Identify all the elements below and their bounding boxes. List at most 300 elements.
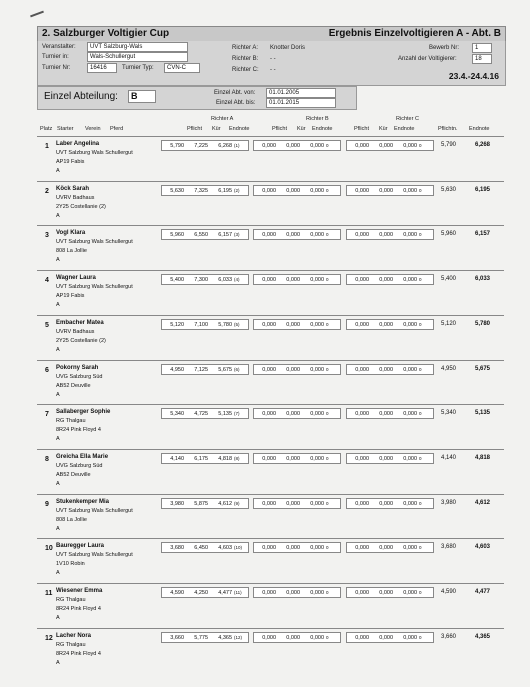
- judge-c-score-0: 0,000: [355, 232, 369, 239]
- table-row: [37, 449, 504, 494]
- row-name: Greicha Ella Marie: [56, 453, 109, 460]
- row-horse: AB52 Deuville: [56, 382, 91, 389]
- judge-c-score-0: 0,000: [355, 545, 369, 552]
- judge-b-score-0: 0,000: [262, 366, 276, 373]
- judge-b-score-1: 0,000: [286, 500, 300, 507]
- judge-b-score-1: 0,000: [286, 232, 300, 239]
- judge-c-score-box: [346, 274, 434, 285]
- judge-b-score-3: 0: [326, 277, 329, 283]
- row-endnote: 4,612: [475, 499, 491, 506]
- judge-c-score-3: 0: [419, 366, 422, 372]
- judge-a-score-2: 6,033: [218, 277, 232, 284]
- judge-c-score-0: 0,000: [355, 277, 369, 284]
- judge-c-score-1: 0,000: [379, 545, 393, 552]
- row-class: A: [56, 302, 60, 309]
- row-name: Bauregger Laura: [56, 543, 105, 550]
- judge-a-score-0: 4,590: [170, 590, 184, 596]
- richter-a-label: Richter A:: [232, 45, 259, 51]
- judge-a-score-3: (6): [234, 366, 240, 372]
- table-row: [37, 628, 504, 673]
- row-place: 1: [45, 143, 49, 150]
- judge-a-score-1: 7,300: [194, 277, 208, 284]
- judge-b-score-box: [253, 140, 341, 151]
- row-club: UVT Salzburg Wals Schullergut: [56, 150, 133, 156]
- row-pflichtn: 5,630: [441, 186, 457, 193]
- row-place: 4: [45, 277, 49, 285]
- einzel-value: B: [128, 90, 156, 103]
- turnier-nr-value: 16416: [87, 63, 117, 73]
- judge-c-score-2: 0,000: [403, 277, 417, 284]
- row-club: RG Thalgau: [56, 641, 86, 648]
- judge-a-score-box: [161, 408, 249, 419]
- judge-c-score-3: 0: [419, 500, 422, 506]
- judge-c-score-2: 0,000: [403, 143, 417, 149]
- turnier-in-label: Turnier in:: [42, 54, 69, 60]
- judge-a-score-box: [161, 185, 249, 196]
- judge-b-score-box: [253, 453, 341, 464]
- judge-b-score-0: 0,000: [262, 411, 276, 418]
- judge-c-score-box: [346, 498, 434, 509]
- judge-b-score-3: 0: [326, 321, 329, 327]
- judge-a-score-2: 6,268: [218, 143, 232, 149]
- judge-c-score-1: 0,000: [379, 590, 393, 596]
- judge-a-score-3: (9): [234, 500, 240, 506]
- event-dates: 23.4.-24.4.16: [448, 71, 499, 81]
- table-row: [37, 360, 504, 405]
- row-pflichtn: 5,120: [441, 320, 457, 327]
- judge-c-score-1: 0,000: [379, 277, 393, 284]
- judge-b-score-1: 0,000: [286, 634, 300, 641]
- judge-b-score-1: 0,000: [286, 321, 300, 328]
- row-horse: 808 La Jollie: [56, 248, 87, 255]
- judge-a-score-box: [161, 140, 249, 151]
- judge-c-score-3: 0: [419, 590, 422, 595]
- row-name: Wagner Laura: [56, 275, 96, 282]
- judge-a-score-3: (4): [234, 277, 240, 283]
- judge-c-score-0: 0,000: [355, 321, 369, 328]
- judge-b-score-0: 0,000: [262, 545, 276, 552]
- row-place: 8: [45, 455, 49, 463]
- row-club: RG Thalgau: [56, 418, 86, 425]
- judge-a-score-box: [161, 587, 249, 598]
- judge-a-score-1: 7,125: [194, 366, 208, 373]
- row-place: 5: [45, 321, 49, 329]
- judge-a-score-box: [161, 498, 249, 509]
- judge-a-score-2: 6,195: [218, 187, 232, 194]
- row-endnote: 4,365: [475, 633, 491, 640]
- row-place: 11: [45, 590, 53, 597]
- judge-c-score-3: 0: [419, 232, 422, 238]
- judge-c-score-box: [346, 319, 434, 330]
- row-club: UVT Salzburg Wals Schullergut: [56, 239, 133, 246]
- judge-a-score-3: (7): [234, 411, 240, 417]
- judge-b-score-box: [253, 587, 341, 598]
- row-class: A: [56, 212, 60, 219]
- turnier-nr-label: Turnier Nr:: [42, 65, 71, 71]
- judge-b-score-3: 0: [326, 455, 329, 461]
- col-pflicht-c: Pflicht: [354, 126, 369, 132]
- judge-b-score-2: 0,000: [310, 545, 324, 552]
- row-class: A: [56, 570, 60, 577]
- row-name: Vogl Klara: [56, 230, 86, 237]
- col-pferd: Pferd: [110, 126, 124, 132]
- judge-b-score-1: 0,000: [286, 455, 300, 462]
- row-class: A: [56, 168, 60, 174]
- judge-b-score-1: 0,000: [286, 411, 300, 418]
- judge-a-score-box: [161, 229, 249, 240]
- judge-b-score-3: 0: [326, 143, 329, 148]
- judge-a-score-0: 3,660: [170, 634, 184, 641]
- col-pflichtn: Pflichtn.: [438, 126, 458, 132]
- row-pflichtn: 5,960: [441, 231, 457, 238]
- col-richter-b: Richter B: [306, 116, 329, 122]
- row-endnote: 4,603: [475, 544, 491, 551]
- row-endnote: 5,675: [475, 365, 491, 372]
- meta-panel: [37, 41, 506, 86]
- abt-bis-label: Einzel Abt. bis:: [216, 100, 256, 106]
- judge-b-score-1: 0,000: [286, 366, 300, 373]
- table-row: [37, 181, 504, 226]
- row-horse: 2Y25 Costellanie (2): [56, 203, 106, 210]
- judge-c-score-box: [346, 632, 434, 643]
- judge-a-score-2: 6,157: [218, 232, 232, 239]
- judge-a-score-2: 4,365: [218, 634, 232, 641]
- judge-c-score-1: 0,000: [379, 500, 393, 507]
- title-bar: [37, 26, 506, 42]
- judge-b-score-box: [253, 274, 341, 285]
- row-club: UVRV Badhaus: [56, 328, 95, 335]
- judge-a-score-1: 6,550: [194, 232, 208, 239]
- row-horse: AB52 Deuville: [56, 471, 91, 478]
- veranstalter-value: UVT Salzburg-Wals: [87, 42, 188, 52]
- col-endnote-c: Endnote: [394, 126, 415, 132]
- judge-b-score-2: 0,000: [310, 634, 324, 641]
- row-class: A: [56, 391, 60, 398]
- row-name: Stukenkemper Mia: [56, 498, 110, 505]
- judge-c-score-2: 0,000: [403, 321, 417, 328]
- judge-a-score-box: [161, 364, 249, 375]
- row-name: Embacher Matea: [56, 319, 104, 326]
- table-row: [37, 583, 504, 628]
- judge-b-score-0: 0,000: [262, 143, 276, 149]
- judge-c-score-box: [346, 185, 434, 196]
- row-endnote: 6,033: [475, 276, 491, 283]
- judge-a-score-1: 7,225: [194, 143, 208, 149]
- judge-b-score-3: 0: [326, 634, 329, 640]
- col-kuer-b: Kür: [297, 126, 306, 132]
- col-pflicht-a: Pflicht: [187, 126, 202, 132]
- judge-b-score-3: 0: [326, 545, 329, 551]
- turnier-in-value: Wals-Schullergut: [87, 52, 188, 62]
- judge-a-score-0: 3,980: [170, 500, 184, 507]
- row-class: A: [56, 615, 60, 621]
- row-place: 7: [45, 411, 49, 419]
- row-endnote: 6,195: [475, 186, 491, 193]
- judge-a-score-0: 4,140: [170, 455, 184, 462]
- judge-a-score-3: (8): [234, 455, 240, 461]
- judge-b-score-box: [253, 542, 341, 553]
- col-endnote-total: Endnote: [469, 126, 490, 132]
- judge-b-score-0: 0,000: [262, 634, 276, 641]
- judge-a-score-3: (5): [234, 321, 240, 327]
- veranstalter-label: Veranstalter:: [42, 44, 76, 50]
- judge-b-score-2: 0,000: [310, 411, 324, 418]
- judge-a-score-1: 5,875: [194, 500, 208, 507]
- judge-c-score-1: 0,000: [379, 366, 393, 373]
- table-row: [37, 404, 504, 449]
- judge-c-score-0: 0,000: [355, 187, 369, 194]
- row-club: RG Thalgau: [56, 597, 86, 603]
- turnier-typ-value: CVN-C: [164, 63, 200, 73]
- judge-c-score-2: 0,000: [403, 232, 417, 239]
- anzahl-value: 18: [472, 54, 492, 64]
- judge-a-score-3: (3): [234, 232, 240, 238]
- judge-c-score-0: 0,000: [355, 455, 369, 462]
- col-endnote-b: Endnote: [312, 126, 333, 132]
- row-pflichtn: 5,340: [441, 410, 457, 417]
- judge-a-score-0: 5,400: [170, 277, 184, 284]
- row-horse: 1V10 Robin: [56, 561, 85, 568]
- judge-b-score-3: 0: [326, 187, 329, 193]
- row-club: UVG Salzburg Süd: [56, 462, 103, 469]
- judge-b-score-1: 0,000: [286, 545, 300, 552]
- judge-b-score-2: 0,000: [310, 500, 324, 507]
- judge-a-score-3: (10): [234, 545, 243, 551]
- bewerb-nr-label: Bewerb Nr:: [429, 45, 460, 51]
- table-row: [37, 270, 504, 315]
- row-pflichtn: 4,590: [441, 589, 457, 595]
- judge-a-score-0: 5,790: [170, 143, 184, 149]
- row-class: A: [56, 525, 60, 532]
- col-kuer-c: Kür: [379, 126, 388, 132]
- col-platz: Platz: [40, 126, 53, 132]
- judge-c-score-3: 0: [419, 187, 422, 193]
- judge-b-score-2: 0,000: [310, 590, 324, 596]
- col-verein: Verein: [85, 126, 101, 132]
- row-place: 10: [45, 545, 53, 553]
- row-pflichtn: 3,680: [441, 544, 457, 551]
- row-pflichtn: 5,400: [441, 276, 457, 283]
- richter-b-value: - -: [270, 56, 276, 62]
- table-row: [37, 315, 504, 360]
- judge-c-score-box: [346, 229, 434, 240]
- row-horse: 8R24 Pink Floyd 4: [56, 650, 101, 657]
- judge-c-score-2: 0,000: [403, 187, 417, 194]
- row-pflichtn: 3,660: [441, 633, 457, 640]
- row-endnote: 5,135: [475, 410, 491, 417]
- judge-a-score-3: (1): [234, 143, 240, 148]
- judge-a-score-2: 5,780: [218, 321, 232, 328]
- judge-b-score-0: 0,000: [262, 277, 276, 284]
- judge-a-score-1: 6,175: [194, 455, 208, 462]
- row-endnote: 6,268: [475, 142, 491, 148]
- judge-a-score-2: 4,603: [218, 545, 232, 552]
- col-richter-a: Richter A: [211, 116, 234, 122]
- judge-c-score-3: 0: [419, 545, 422, 551]
- judge-b-score-2: 0,000: [310, 455, 324, 462]
- judge-c-score-3: 0: [419, 143, 422, 148]
- judge-a-score-2: 5,135: [218, 411, 232, 418]
- judge-c-score-1: 0,000: [379, 321, 393, 328]
- anzahl-label: Anzahl der Voltigierer:: [398, 56, 457, 62]
- row-class: A: [56, 480, 60, 487]
- judge-a-score-box: [161, 274, 249, 285]
- judge-a-score-box: [161, 453, 249, 464]
- row-endnote: 4,477: [475, 589, 491, 595]
- row-endnote: 6,157: [475, 231, 491, 238]
- judge-c-score-1: 0,000: [379, 411, 393, 418]
- judge-b-score-2: 0,000: [310, 143, 324, 149]
- judge-b-score-2: 0,000: [310, 366, 324, 373]
- judge-a-score-1: 4,250: [194, 590, 208, 596]
- judge-b-score-3: 0: [326, 411, 329, 417]
- judge-c-score-1: 0,000: [379, 455, 393, 462]
- judge-c-score-0: 0,000: [355, 411, 369, 418]
- row-place: 3: [45, 232, 49, 240]
- row-class: A: [56, 659, 60, 666]
- abt-von-label: Einzel Abt. von:: [214, 90, 256, 96]
- judge-b-score-box: [253, 408, 341, 419]
- judge-c-score-2: 0,000: [403, 500, 417, 507]
- row-horse: 8R24 Pink Floyd 4: [56, 606, 101, 612]
- judge-a-score-box: [161, 632, 249, 643]
- judge-c-score-2: 0,000: [403, 455, 417, 462]
- judge-c-score-3: 0: [419, 411, 422, 417]
- judge-a-score-0: 5,630: [170, 187, 184, 194]
- judge-c-score-3: 0: [419, 634, 422, 640]
- col-kuer-a: Kür: [212, 126, 221, 132]
- judge-a-score-1: 6,450: [194, 545, 208, 552]
- row-name: Köck Sarah: [56, 185, 90, 192]
- judge-c-score-3: 0: [419, 455, 422, 461]
- row-class: A: [56, 257, 60, 264]
- judge-a-score-1: 7,325: [194, 187, 208, 194]
- row-club: UVT Salzburg Wals Schullergut: [56, 284, 133, 291]
- row-place: 6: [45, 366, 49, 374]
- row-class: A: [56, 346, 60, 353]
- judge-b-score-3: 0: [326, 590, 329, 595]
- row-pflichtn: 4,140: [441, 454, 457, 461]
- judge-c-score-box: [346, 364, 434, 375]
- judge-c-score-1: 0,000: [379, 634, 393, 641]
- judge-b-score-1: 0,000: [286, 143, 300, 149]
- judge-a-score-2: 4,818: [218, 455, 232, 462]
- bewerb-nr-value: 1: [472, 43, 492, 53]
- judge-a-score-0: 5,120: [170, 321, 184, 328]
- einzel-label: Einzel Abteilung:: [44, 91, 118, 102]
- table-row: [37, 494, 504, 539]
- judge-a-score-2: 5,675: [218, 366, 232, 373]
- col-endnote-a: Endnote: [229, 126, 250, 132]
- judge-a-score-1: 5,775: [194, 634, 208, 641]
- judge-b-score-0: 0,000: [262, 232, 276, 239]
- judge-c-score-2: 0,000: [403, 634, 417, 641]
- row-horse: 8R24 Pink Floyd 4: [56, 427, 101, 434]
- judge-c-score-2: 0,000: [403, 411, 417, 418]
- judge-c-score-1: 0,000: [379, 187, 393, 194]
- judge-b-score-box: [253, 319, 341, 330]
- richter-a-value: Knotter Doris: [270, 45, 306, 51]
- judge-a-score-box: [161, 319, 249, 330]
- row-pflichtn: 3,980: [441, 499, 457, 506]
- judge-b-score-3: 0: [326, 366, 329, 372]
- col-pflicht-b: Pflicht: [272, 126, 287, 132]
- judge-b-score-0: 0,000: [262, 321, 276, 328]
- row-name: Wiesener Emma: [56, 588, 103, 594]
- judge-b-score-1: 0,000: [286, 187, 300, 194]
- judge-a-score-1: 4,725: [194, 411, 208, 418]
- judge-b-score-3: 0: [326, 500, 329, 506]
- col-starter: Starter: [57, 126, 74, 132]
- judge-b-score-3: 0: [326, 232, 329, 238]
- table-row: [37, 538, 504, 583]
- judge-a-score-3: (12): [234, 634, 243, 640]
- abt-von-value: 01.01.2005: [266, 88, 336, 98]
- row-pflichtn: 4,950: [441, 365, 457, 372]
- judge-c-score-0: 0,000: [355, 590, 369, 596]
- judge-b-score-1: 0,000: [286, 277, 300, 284]
- judge-c-score-0: 0,000: [355, 366, 369, 373]
- judge-c-score-0: 0,000: [355, 500, 369, 507]
- result-title: Ergebnis Einzelvoltigieren A - Abt. B: [328, 28, 501, 39]
- division-panel: [37, 86, 357, 110]
- row-place: 9: [45, 500, 49, 508]
- judge-c-score-2: 0,000: [403, 590, 417, 596]
- row-club: UVT Salzburg Wals Schullergut: [56, 552, 133, 559]
- judge-a-score-0: 5,960: [170, 232, 184, 239]
- row-name: Sallaberger Sophie: [56, 409, 111, 416]
- judge-b-score-box: [253, 229, 341, 240]
- row-place: 2: [45, 187, 49, 195]
- row-horse: 2Y25 Costellanie (2): [56, 337, 106, 344]
- col-richter-c: Richter C: [396, 116, 419, 122]
- row-club: UVT Salzburg Wals Schullergut: [56, 507, 133, 514]
- richter-c-value: - -: [270, 67, 276, 73]
- richter-c-label: Richter C:: [232, 67, 259, 73]
- judge-b-score-2: 0,000: [310, 277, 324, 284]
- row-name: Lacher Nora: [56, 632, 92, 639]
- judge-a-score-0: 4,950: [170, 366, 184, 373]
- judge-c-score-box: [346, 587, 434, 598]
- judge-c-score-box: [346, 408, 434, 419]
- richter-b-label: Richter B:: [232, 56, 259, 62]
- judge-c-score-box: [346, 453, 434, 464]
- judge-b-score-box: [253, 498, 341, 509]
- row-class: A: [56, 436, 60, 443]
- judge-b-score-box: [253, 632, 341, 643]
- judge-b-score-2: 0,000: [310, 232, 324, 239]
- judge-c-score-2: 0,000: [403, 366, 417, 373]
- judge-b-score-0: 0,000: [262, 455, 276, 462]
- judge-a-score-1: 7,100: [194, 321, 208, 328]
- row-club: UVRV Badhaus: [56, 194, 95, 201]
- turnier-typ-label: Turnier Typ:: [122, 65, 154, 71]
- row-horse: AP19 Fabis: [56, 293, 85, 300]
- judge-b-score-0: 0,000: [262, 590, 276, 596]
- judge-c-score-0: 0,000: [355, 143, 369, 149]
- judge-c-score-2: 0,000: [403, 545, 417, 552]
- row-pflichtn: 5,790: [441, 142, 457, 148]
- judge-c-score-3: 0: [419, 321, 422, 327]
- judge-a-score-2: 4,477: [218, 590, 232, 596]
- table-row: [37, 136, 504, 181]
- judge-a-score-0: 3,680: [170, 545, 184, 552]
- judge-b-score-box: [253, 185, 341, 196]
- judge-c-score-0: 0,000: [355, 634, 369, 641]
- row-endnote: 5,780: [475, 320, 491, 327]
- table-row: [37, 225, 504, 270]
- judge-b-score-0: 0,000: [262, 187, 276, 194]
